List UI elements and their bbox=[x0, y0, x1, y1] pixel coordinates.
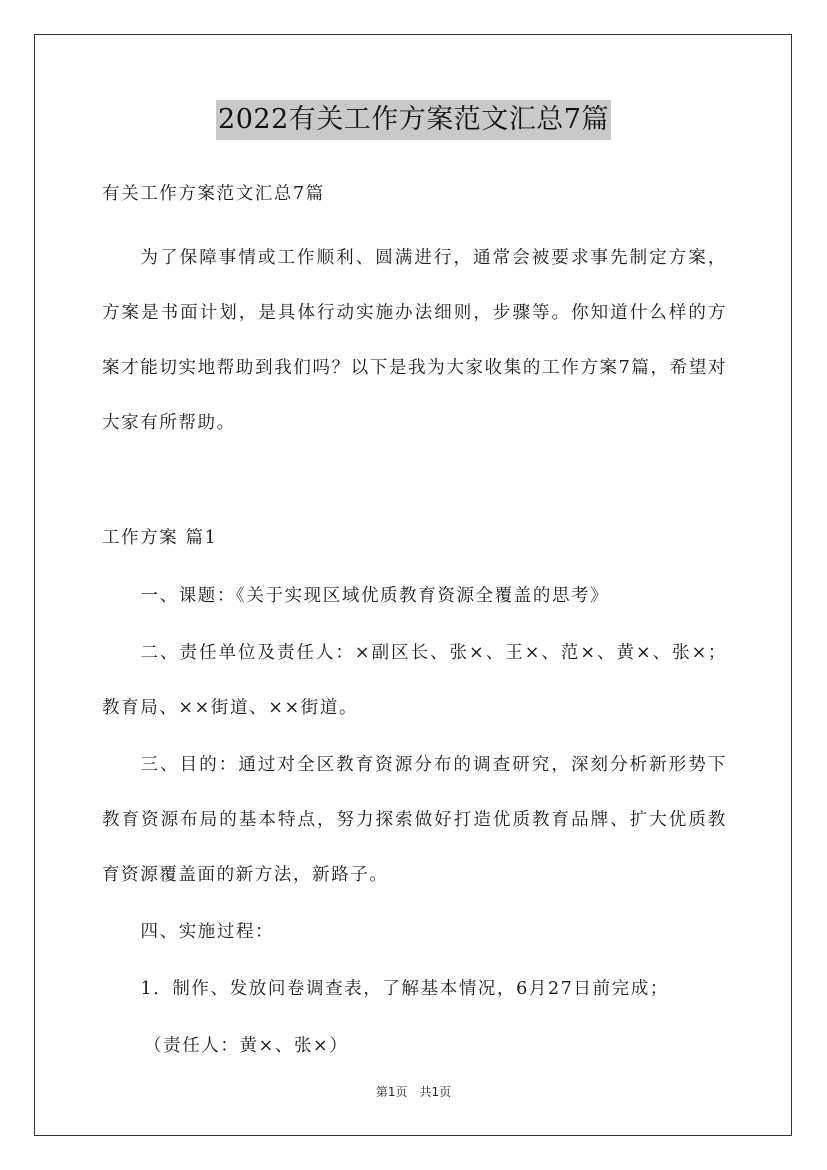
document-subtitle: 有关工作方案范文汇总7篇 bbox=[102, 184, 325, 204]
item-process: 四、实施过程： bbox=[140, 922, 275, 942]
item-responsible: 二、责任单位及责任人：×副区长、张×、王×、范×、黄×、张×；教育局、××街道、××街道。 bbox=[102, 643, 727, 718]
item-purpose: 三、目的：通过对全区教育资源分布的调查研究，深刻分析新形势下教育资源布局的基本特点，努力探索做好打造优质教育品牌、扩大优质教育资源覆盖面的新方法，新路子。 bbox=[102, 755, 727, 885]
item-step-1-note: （责任人：黄×、张×） bbox=[144, 1036, 349, 1056]
item-topic: 一、课题：《关于实现区域优质教育资源全覆盖的思考》 bbox=[140, 586, 610, 606]
section-heading: 工作方案 篇1 bbox=[102, 528, 218, 548]
document-title: 2022有关工作方案范文汇总7篇 bbox=[216, 100, 611, 140]
page-footer: 第1页 共1页 bbox=[375, 1085, 452, 1099]
document-body bbox=[102, 171, 727, 1074]
title-block bbox=[0, 100, 827, 140]
intro-paragraph: 为了保障事情或工作顺利、圆满进行，通常会被要求事先制定方案，方案是书面计划，是具体行动实施办法细则，步骤等。你知道什么样的方案才能切实地帮助到我们吗？以下是我为大家收集的工作方案7篇，希望对大家有所帮助。 bbox=[102, 248, 727, 433]
item-step-1: 1．制作、发放问卷调查表，了解基本情况，6月27日前完成； bbox=[140, 979, 669, 999]
